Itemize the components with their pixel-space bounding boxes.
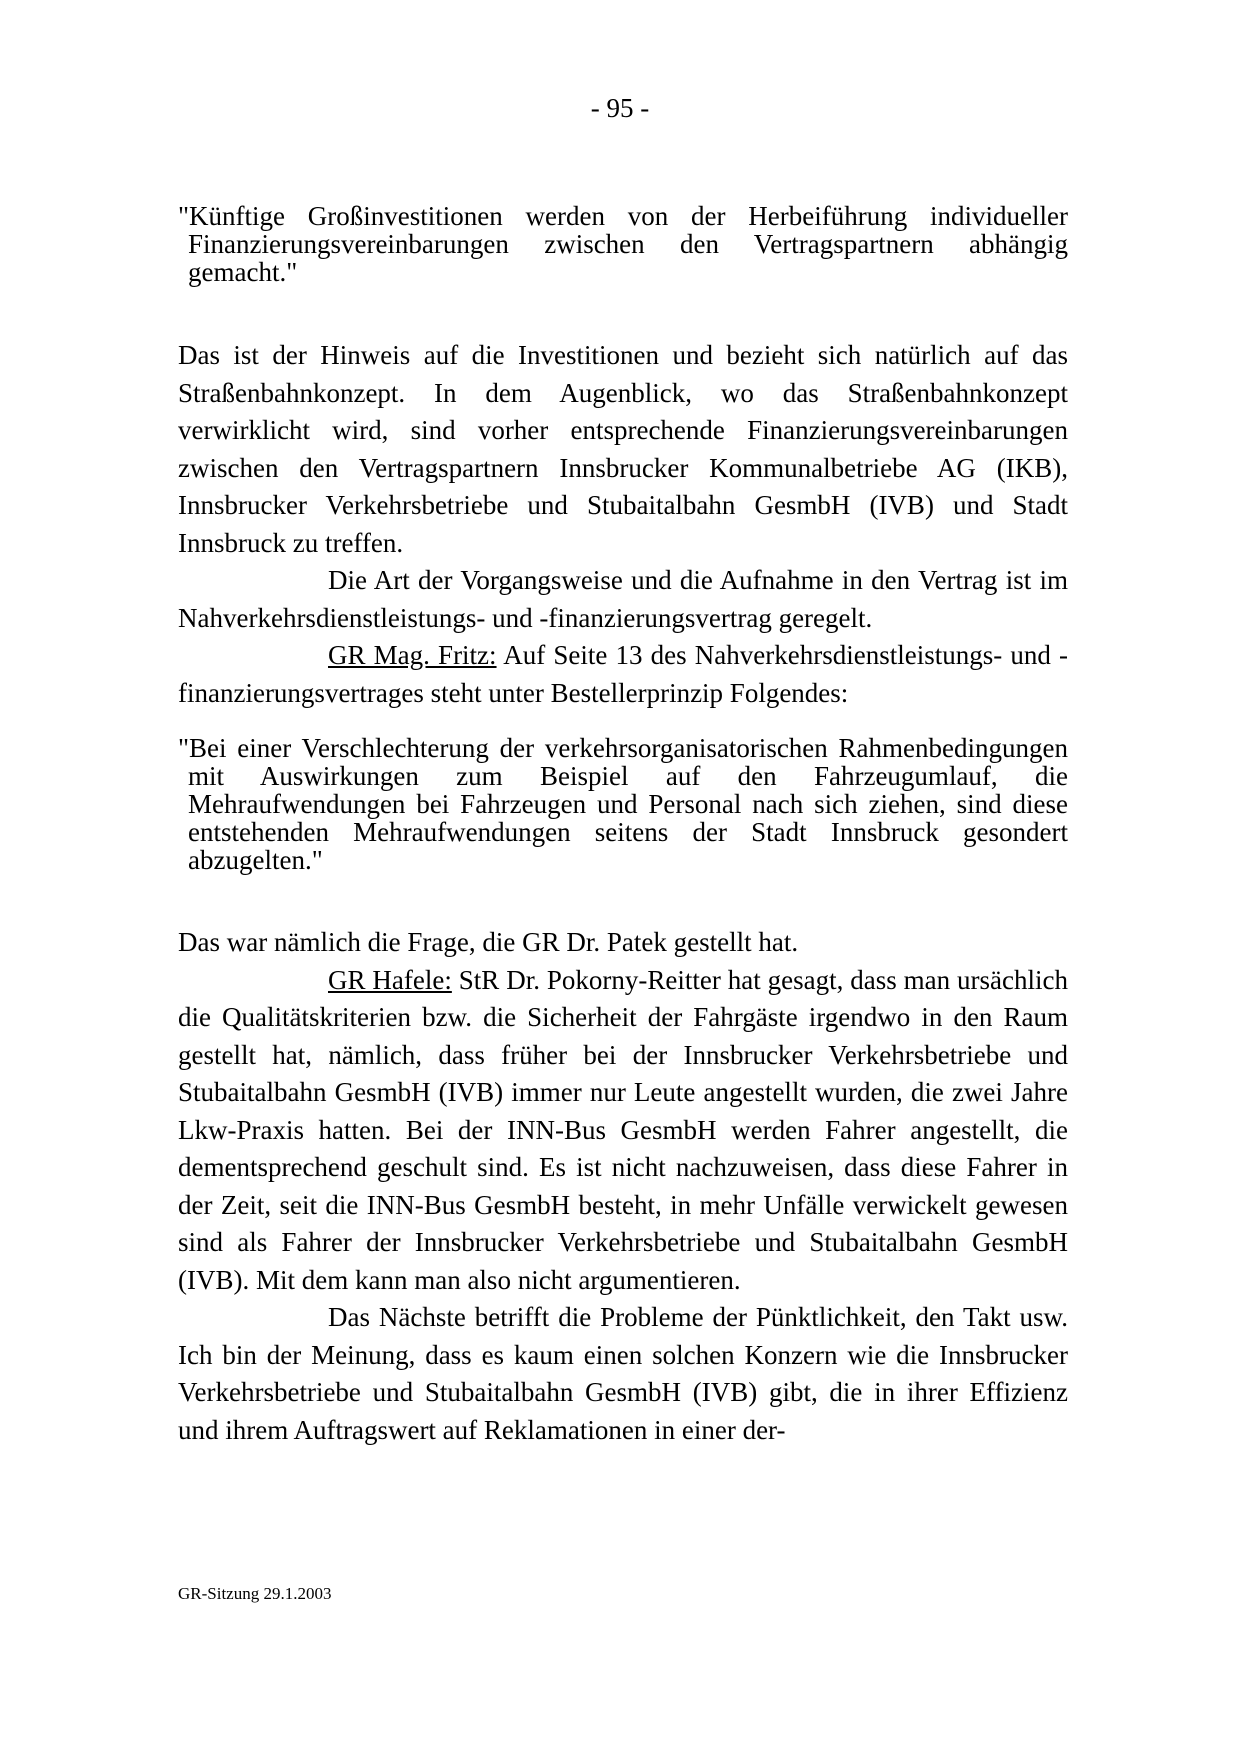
speaker-name: GR Mag. Fritz: bbox=[328, 640, 497, 670]
paragraph-4: Das war nämlich die Frage, die GR Dr. Patek gestellt hat. bbox=[178, 927, 799, 957]
paragraph-5-text: StR Dr. Pokorny-Reitter hat gesagt, dass man ursächlich die Qualitätskriterien bzw. die Sicherheit der Fahrgäste irgendwo in den Raum gestellt hat, nämlich, dass früher bei der Innsbrucker Verkehrsbetriebe und Stubaitalbahn GesmbH (IVB) immer nur Leute angestellt wurden, die zwei Jahre Lkw-Praxis hatten. Bei der INN-Bus GesmbH werden Fahrer angestellt, die dementsprechend geschult sind. Es ist nicht nachzuweisen, dass diese Fahrer in der Zeit, seit die INN-Bus GesmbH besteht, in mehr Unfälle verwickelt gewesen sind als Fahrer der Innsbrucker Verkehrsbetriebe und Stubaitalbahn GesmbH (IVB). Mit dem kann man also nicht argumentieren. bbox=[178, 964, 1068, 1295]
paragraph-3 bbox=[178, 637, 1068, 712]
paragraph-6: Das Nächste betrifft die Probleme der Pünktlichkeit, den Takt usw. Ich bin der Meinung, dass es kaum einen solchen Konzern wie die Innsbrucker Verkehrsbetriebe und Stubaitalbahn GesmbH (IVB) gibt, die in ihrer Effizienz und ihrem Auftragswert auf Reklamationen in einer der- bbox=[178, 1302, 1068, 1445]
page-number: - 95 - bbox=[590, 93, 650, 123]
footer-session-date: GR-Sitzung 29.1.2003 bbox=[178, 1584, 332, 1603]
main-text bbox=[178, 202, 1068, 1449]
paragraph-5 bbox=[178, 962, 1068, 1300]
paragraph-1: Das ist der Hinweis auf die Investitionen und bezieht sich natürlich auf das Straßenbahnkonzept. In dem Augenblick, wo das Straßenbahnkonzept verwirklicht wird, sind vorher entsprechende Finanzierungsvereinbarungen zwischen den Vertragspartnern Innsbrucker Kommunalbetriebe AG (IKB), Innsbrucker Verkehrsbetriebe und Stubaitalbahn GesmbH (IVB) und Stadt Innsbruck zu treffen. bbox=[178, 340, 1068, 558]
paragraph-3-text: Auf Seite 13 des Nahverkehrsdienstleistungs- und -finanzierungsvertrages steht unter Bestellerprinzip Folgendes: bbox=[178, 640, 1068, 708]
quote-2: "Bei einer Verschlechterung der verkehrsorganisatorischen Rahmenbedingungen mit Auswirkungen zum Beispiel auf den Fahrzeugumlauf, die Mehraufwendungen bei Fahrzeugen und Personal nach sich ziehen, sind diese entstehenden Mehraufwendungen seitens der Stadt Innsbruck gesondert abzugelten." bbox=[178, 733, 1068, 875]
quote-1: "Künftige Großinvestitionen werden von der Herbeiführung individueller Finanzierungsvereinbarungen zwischen den Vertragspartnern abhängig gemacht." bbox=[178, 201, 1068, 287]
speaker-name: GR Hafele: bbox=[328, 964, 452, 995]
paragraph-2: Die Art der Vorgangsweise und die Aufnahme in den Vertrag ist im Nahverkehrsdienstleistungs- und -finanzierungsvertrag geregelt. bbox=[178, 565, 1068, 633]
